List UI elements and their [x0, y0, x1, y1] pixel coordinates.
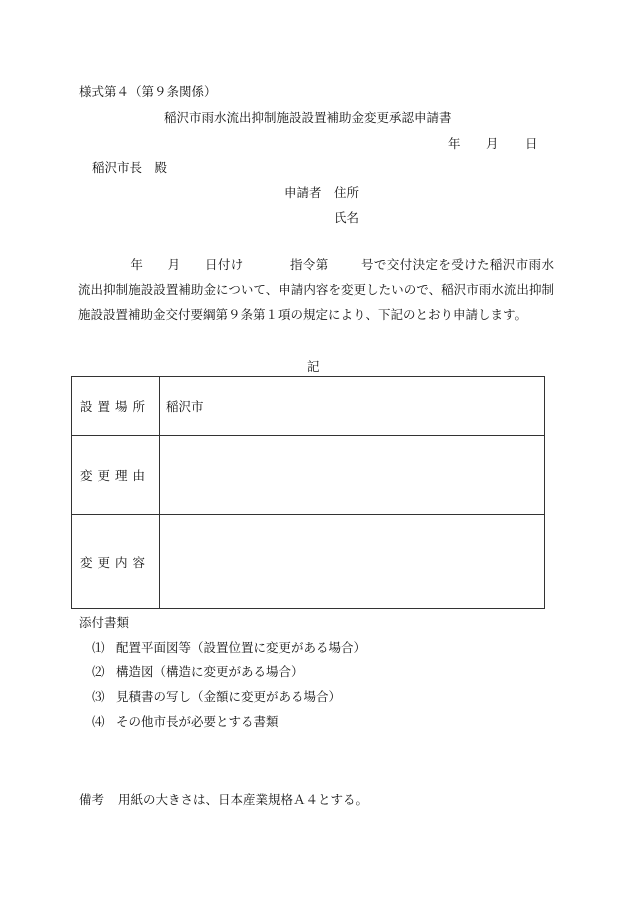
ki-heading: 記 [307, 359, 320, 374]
date-day-label: 日 [525, 136, 538, 151]
date-year-label: 年 [448, 136, 461, 151]
row-label-location: 設置場所 [72, 377, 160, 436]
list-item [92, 638, 366, 656]
attachment-number: ⑴ [92, 640, 105, 655]
row-label-reason: 変更理由 [72, 436, 160, 515]
applicant-name-label: 氏名 [334, 210, 360, 225]
attachment-number: ⑶ [92, 689, 105, 704]
row-label-content: 変更内容 [72, 515, 160, 609]
attachment-text: その他市長が必要とする書類 [116, 714, 279, 729]
application-body [78, 252, 554, 327]
attachment-text: 配置平面図等（設置位置に変更がある場合） [116, 640, 367, 655]
body-text: 号で交付決定を受けた稲沢市雨水流出抑制施設設置補助金について、申請内容を変更したいので、稲沢市雨水流出抑制施設設置補助金交付要綱第９条第１項の規定により、下記のとおり申請します。 [78, 257, 554, 322]
attachments-heading: 添付書類 [79, 615, 130, 630]
addressee: 稲沢市長 殿 [92, 160, 168, 175]
date-month-label: 月 [486, 136, 499, 151]
attachment-text: 見積書の写し（金額に変更がある場合） [116, 689, 342, 704]
table-row [72, 515, 545, 609]
remarks-text: 用紙の大きさは、日本産業規格Ａ４とする。 [118, 792, 369, 807]
attachment-number: ⑷ [92, 714, 105, 729]
attachment-number: ⑵ [92, 664, 105, 679]
form-number: 様式第４（第９条関係） [79, 84, 217, 99]
row-value-content [160, 515, 545, 609]
table-row [72, 377, 545, 436]
table-row [72, 436, 545, 515]
list-item [92, 712, 279, 730]
body-dated: 日付け [204, 257, 244, 272]
document-title: 稲沢市雨水流出抑制施設設置補助金変更承認申請書 [164, 110, 452, 125]
remarks-label: 備考 [79, 792, 105, 807]
list-item [92, 662, 304, 680]
list-item [92, 687, 341, 705]
body-year: 年 [130, 257, 144, 272]
attachment-text: 構造図（構造に変更がある場合） [116, 664, 304, 679]
row-value-location: 稲沢市 [160, 377, 545, 436]
body-order-no: 指令第 [289, 257, 329, 272]
applicant-address-label: 住所 [334, 185, 360, 200]
row-value-reason [160, 436, 545, 515]
applicant-label: 申請者 [284, 185, 322, 200]
body-month: 月 [167, 257, 181, 272]
change-details-table [71, 376, 545, 609]
